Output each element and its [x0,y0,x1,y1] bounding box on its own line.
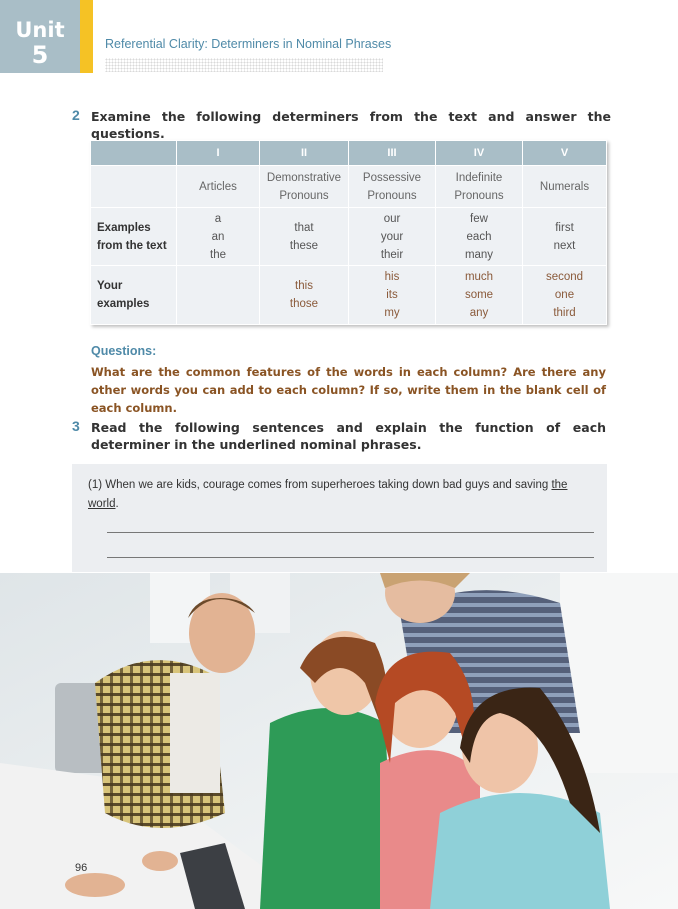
answer-line[interactable] [107,532,594,533]
cell-word: these [289,239,319,252]
cell-word: my [384,307,400,319]
cell-word: our [383,212,401,225]
column-header: III [349,141,436,166]
row-label [91,208,177,266]
table-cell [436,208,523,266]
question-3-number: 3 [72,418,80,434]
table-cell [523,208,607,266]
column-name-cell [523,166,607,208]
cell-word: that [294,221,314,234]
sentence-text: When we are kids, courage comes from superheroes taking down bad guys and saving [105,479,549,491]
cell-word: a [214,212,222,225]
cell-word: second [545,271,584,283]
cell-word: next [553,239,576,252]
cell-word: many [464,248,494,261]
table-header-row [91,141,607,166]
table-cell [177,208,260,266]
column-name: Indefinite [455,171,503,184]
cell-word: first [555,221,574,234]
questions-text: What are the common features of the words in each column? Are there any other words you can add to each column? If so, write them in the blank cell of each column. [91,365,606,415]
column-name: Pronouns [454,189,504,202]
blank-cell [177,266,260,325]
cell-word: their [380,248,404,261]
cell-word: his [384,271,400,283]
unit-title: Referential Clarity: Determiners in Nominal Phrases [105,37,392,51]
determiners-table [90,140,607,325]
cell-word: its [386,289,398,301]
row-label-line: Examples [97,221,151,234]
sentence-end: . [115,498,119,510]
answer-line[interactable] [107,557,594,558]
underlined-phrase: the world [88,479,568,510]
students-photo [0,573,678,909]
column-name: Demonstrative [266,171,342,184]
cell-word: your [380,230,404,243]
table-cell [91,166,177,208]
question-3-text: Read the following sentences and explain the function of each determiner in the underlined nominal phrases. [91,420,606,452]
row-label-line: from the text [97,239,167,252]
questions-label: Questions: [91,344,157,358]
column-name-cell [177,166,260,208]
column-name: Pronouns [279,189,329,202]
column-header: IV [436,141,523,166]
sentence-box [72,464,607,572]
row-label [91,266,177,325]
table-row [91,208,607,266]
table-cell [260,208,349,266]
question-2-text: Examine the following determiners from the text and answer the questions. [91,109,611,141]
table-corner-cell [91,141,177,166]
column-name: Possessive [362,171,422,184]
cell-word: any [469,307,489,319]
column-name-cell [436,166,523,208]
cell-word: those [289,298,319,310]
cell-word: this [295,280,313,292]
cell-word: each [466,230,492,243]
cell-word: much [464,271,494,283]
column-header: V [523,141,607,166]
cell-word: some [464,289,494,301]
column-name-row [91,166,607,208]
dotted-band [105,58,383,72]
sentence-number: (1) [88,479,103,491]
question-2-number: 2 [72,107,80,123]
cell-word: third [553,307,576,319]
column-name-cell [349,166,436,208]
cell-word: an [211,230,225,243]
table-cell [349,266,436,325]
unit-number: 5 [31,41,49,69]
unit-word: Unit [15,18,65,42]
cell-word: one [554,289,575,301]
sentence-1 [88,476,588,514]
column-name-cell [260,166,349,208]
column-name: Articles [199,180,237,193]
table-cell [349,208,436,266]
column-name: Pronouns [367,189,417,202]
table-cell [523,266,607,325]
row-label-line: Your [97,280,123,292]
table-row [91,266,607,325]
page-number: 96 [75,862,88,874]
cell-word: few [470,212,488,225]
table-cell [436,266,523,325]
column-name: Numerals [539,180,590,193]
column-header: I [177,141,260,166]
table-cell [260,266,349,325]
unit-badge [0,0,80,73]
cell-word: the [210,248,226,261]
row-label-line: examples [97,298,150,310]
unit-stripe [80,0,93,73]
column-header: II [260,141,349,166]
